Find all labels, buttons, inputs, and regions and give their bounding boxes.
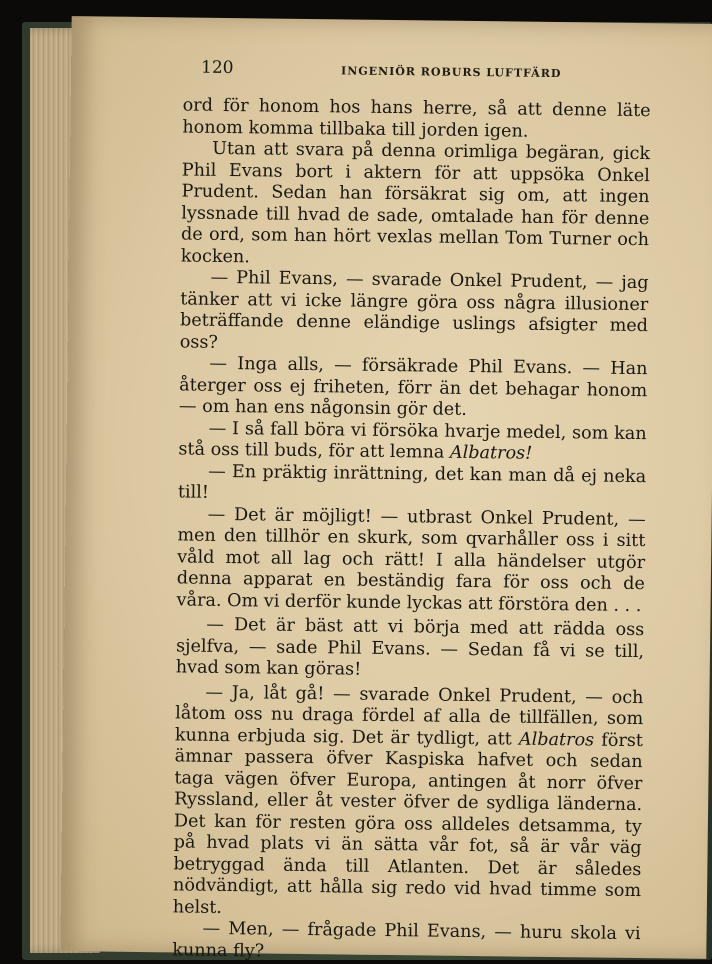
page-header xyxy=(201,58,701,88)
paragraph: — En präktig inrättning, det kan man då ej neka till! xyxy=(177,461,647,503)
running-title: INGENIÖR ROBURS LUFTFÄRD xyxy=(341,64,562,81)
ship-name-italic: Albatros! xyxy=(449,442,533,464)
paragraph-text: först ämnar passera öfver Kaspiska hafvet och sedan taga vägen öfver Europa, antingen åt norr öfver Ryssland, eller åt vester öfver de sydliga länderna. Det kan för resten göra oss alldeles detsamma, ty på hvad plats vi än sätta vår fot, så är vår väg betryggad ända till Atlanten. Det är således nödvändigt, att hålla sig redo vid hvad timme som helst. xyxy=(172,730,644,918)
page-number: 120 xyxy=(200,57,234,79)
paragraph: — Det är möjligt! — utbrast Onkel Prudent, — men den tillhör en skurk, som qvarhåller oss i sitt våld mot all lag och rätt! I alla händelser utgör denna apparat en beständig fara för oss och de våra. Om vi derför kunde lyckas att förstöra den . . . xyxy=(176,504,646,616)
paragraph-text: — Ja, låt gå! — svarade Onkel Prudent, — och låtom oss nu draga fördel af alla de tillfällen, som kunna erbjuda sig. Det är tydligt, att xyxy=(174,682,644,750)
paragraph xyxy=(173,682,644,924)
paragraph: — Men, — frågade Phil Evans, — huru skola vi kunna fly? xyxy=(172,918,641,962)
paragraph-text: — I så fall böra vi försöka hvarje medel, som kan stå oss till buds, för att lemna xyxy=(178,418,647,463)
paragraph xyxy=(178,418,646,467)
paragraph: ord för honom hos hans herre, så att denne läte honom komma tillbaka till jorden igen. xyxy=(182,95,651,142)
body-text xyxy=(172,95,651,964)
book-page xyxy=(60,16,712,962)
ship-name-italic: Albatros xyxy=(518,729,595,751)
paragraph: — Det är bäst att vi börja med att rädda oss sjelfva, — sade Phil Evans. — Sedan få vi se till, hvad som kan göras! xyxy=(175,614,645,680)
paragraph: — Phil Evans, — svarade Onkel Prudent, — jag tänker att vi icke längre göra oss några illusioner beträffande denne eländige uslings afsigter med oss? xyxy=(179,267,649,353)
paragraph: Utan att svara på denna orimliga begäran, gick Phil Evans bort i aktern för att uppsöka Onkel Prudent. Sedan han försäkrat sig om, att ingen lyssnade till hvad de sade, omtalade han för denne de ord, som han hört vexlas mellan Tom Turner och kocken. xyxy=(180,138,651,267)
paragraph: — Inga alls, — försäkrade Phil Evans. — Han återger oss ej friheten, förr än det behagar honom — om han ens någonsin gör det. xyxy=(178,353,648,420)
